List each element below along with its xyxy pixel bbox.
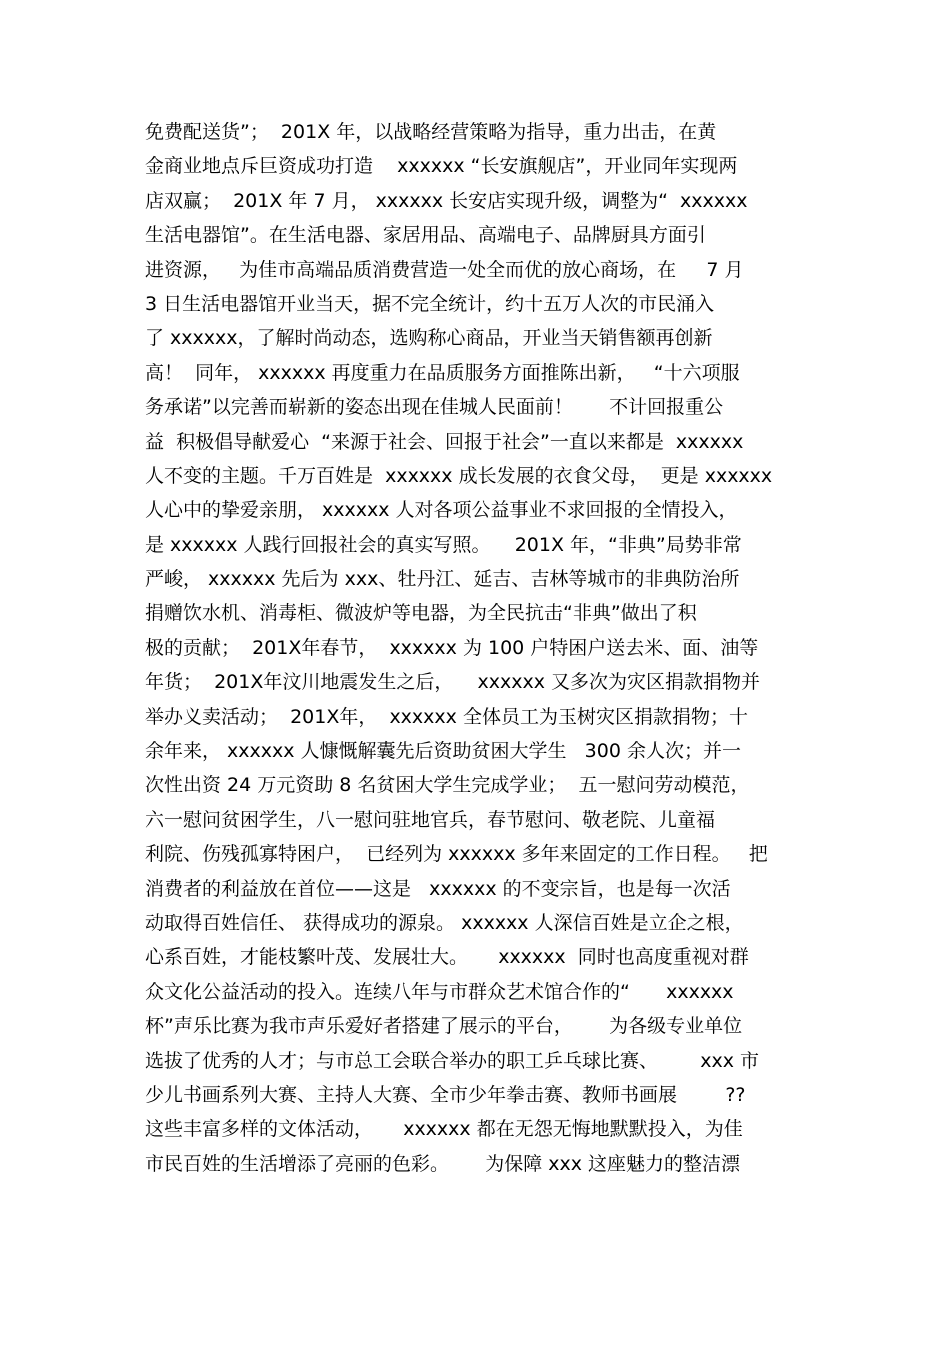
text-line: 余年来， xxxxxx 人慷慨解囊先后资助贫困大学生 300 余人次；并一 <box>145 740 741 763</box>
body-text <box>145 115 815 1181</box>
text-line: 了 xxxxxx，了解时尚动态，选购称心商品，开业当天销售额再创新 <box>145 327 713 350</box>
text-line: 六一慰问贫困学生，八一慰问驻地官兵，春节慰问、敬老院、儿童福 <box>145 808 716 831</box>
text-line: 举办义卖活动； 201X年， xxxxxx 全体员工为玉树灾区捐款捐物；十 <box>145 705 748 728</box>
text-line: 是 xxxxxx 人践行回报社会的真实写照。 201X 年，“非典”局势非常 <box>145 533 742 556</box>
text-line: 店双赢； 201X 年 7 月， xxxxxx 长安店实现升级，调整为“ xxxxxx <box>145 189 748 212</box>
text-line: 务承诺”以完善而崭新的姿态出现在佳城人民面前！ 不计回报重公 <box>145 396 724 419</box>
text-line: 市民百姓的生活增添了亮丽的色彩。 为保障 xxx 这座魅力的整洁漂 <box>145 1152 741 1175</box>
text-line: 免费配送货”； 201X 年，以战略经营策略为指导，重力出击，在黄 <box>145 121 717 143</box>
text-line: 消费者的利益放在首位——这是 xxxxxx 的不变宗旨，也是每一次活 <box>145 877 731 900</box>
text-line: 次性出资 24 万元资助 8 名贫困大学生完成学业； 五一慰问劳动模范， <box>145 774 750 797</box>
text-line: 利院、伤残孤寡特困户， 已经列为 xxxxxx 多年来固定的工作日程。 把 <box>145 843 768 866</box>
text-line: 生活电器馆”。在生活电器、家居用品、高端电子、品牌厨具方面引 <box>145 224 706 247</box>
text-line: 严峻， xxxxxx 先后为 xxx、牡丹江、延吉、吉林等城市的非典防治所 <box>145 568 740 591</box>
text-line: 极的贡献； 201X年春节， xxxxxx 为 100 户特困户送去米、面、油等 <box>145 636 759 659</box>
text-line: 杯”声乐比赛为我市声乐爱好者搭建了展示的平台， 为各级专业单位 <box>145 1015 743 1038</box>
text-line: 高！ 同年， xxxxxx 再度重力在品质服务方面推陈出新， “十六项服 <box>145 361 740 384</box>
text-line: 3 日生活电器馆开业当天，据不完全统计，约十五万人次的市民涌入 <box>145 292 715 315</box>
text-line: 进资源， 为佳市高端品质消费营造一处全而优的放心商场，在 7 月 <box>145 258 744 281</box>
text-line: 这些丰富多样的文体活动， xxxxxx 都在无怨无悔地默默投入，为佳 <box>145 1118 743 1141</box>
text-line: 捐赠饮水机、消毒柜、微波炉等电器，为全民抗击“非典”做出了积 <box>145 602 697 625</box>
text-line: 金商业地点斥巨资成功打造 xxxxxx “长安旗舰店”，开业同年实现两 <box>145 155 738 178</box>
text-line: 人不变的主题。千万百姓是 xxxxxx 成长发展的衣食父母， 更是 xxxxxx <box>145 464 773 487</box>
text-line: 人心中的挚爱亲朋， xxxxxx 人对各项公益事业不求回报的全情投入， <box>145 499 738 522</box>
text-line: 众文化公益活动的投入。连续八年与市群众艺术馆合作的“ xxxxxx <box>145 980 734 1003</box>
text-line: 益 积极倡导献爱心 “来源于社会、回报于社会”一直以来都是 xxxxxx <box>145 430 744 453</box>
text-line: 心系百姓，才能枝繁叶茂、发展壮大。 xxxxxx 同时也高度重视对群 <box>145 946 749 969</box>
text-line: 少儿书画系列大赛、主持人大赛、全市少年拳击赛、教师书画展 ?? <box>145 1083 746 1106</box>
text-line: 选拔了优秀的人才；与市总工会联合举办的职工乒乓球比赛、 xxx 市 <box>145 1049 760 1072</box>
text-line: 动取得百姓信任、 获得成功的源泉。 xxxxxx 人深信百姓是立企之根， <box>145 911 744 934</box>
text-line: 年货； 201X年汶川地震发生之后， xxxxxx 又多次为灾区捐款捐物并 <box>145 671 761 694</box>
